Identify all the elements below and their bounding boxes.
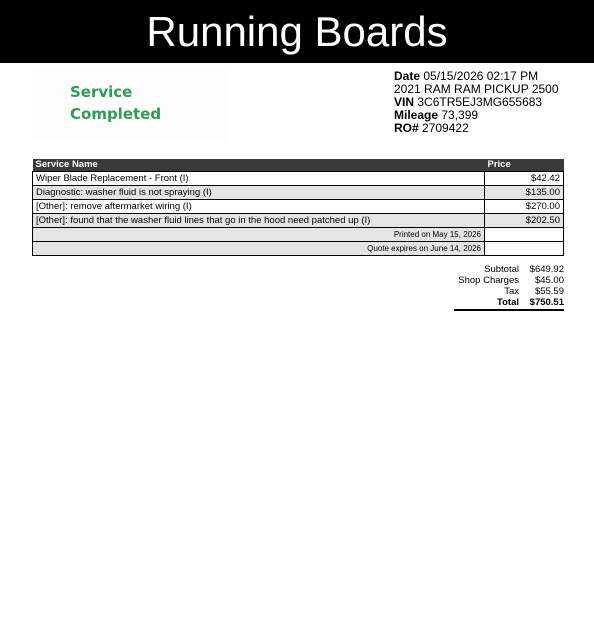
service-name: [Other]: found that the washer fluid lines that go in the hood need patched up (I) <box>33 214 485 228</box>
vin-value: 3C6TR5EJ3MG655683 <box>417 95 543 109</box>
date-label: Date <box>394 69 421 83</box>
date-value: 05/15/2026 02:17 PM <box>423 69 539 83</box>
shop-charges-row <box>440 275 564 286</box>
empty-cell <box>485 228 564 242</box>
subtotal-value: $649.92 <box>529 264 564 275</box>
mileage-value: 73,399 <box>441 108 479 122</box>
subtotal-label: Subtotal <box>484 264 519 275</box>
tax-row <box>440 286 564 297</box>
service-price: $202.50 <box>485 214 564 228</box>
total-value: $750.51 <box>529 297 564 308</box>
status-badge <box>32 68 228 142</box>
tax-label: Tax <box>504 286 519 297</box>
services-table <box>32 159 564 256</box>
service-name: Diagnostic: washer fluid is not spraying (I) <box>33 186 485 200</box>
service-price: $42.42 <box>485 172 564 186</box>
status-line-2: Completed <box>70 105 162 123</box>
service-name: Wiper Blade Replacement - Front (I) <box>33 172 485 186</box>
total-row <box>454 297 564 311</box>
ro-row <box>394 122 559 135</box>
table-row <box>33 200 564 214</box>
service-name: [Other]: remove aftermarket wiring (I) <box>33 200 485 214</box>
table-header <box>33 159 564 172</box>
shop-charges-value: $45.00 <box>534 275 564 286</box>
vehicle-info <box>394 70 559 135</box>
empty-cell <box>485 242 564 256</box>
status-line-1: Service <box>70 83 133 101</box>
ro-value: 2709422 <box>422 121 469 135</box>
subtotal-row <box>440 264 564 275</box>
table-row <box>33 172 564 186</box>
quote-expiry: Quote expires on June 14, 2026 <box>33 242 485 256</box>
mileage-label: Mileage <box>394 108 439 122</box>
totals-summary <box>440 264 564 311</box>
column-header-price: Price <box>485 159 564 172</box>
shop-charges-label: Shop Charges <box>458 275 519 286</box>
service-price: $135.00 <box>485 186 564 200</box>
vehicle-name: 2021 RAM RAM PICKUP 2500 <box>394 82 559 96</box>
expires-row <box>33 242 564 256</box>
service-price: $270.00 <box>485 200 564 214</box>
column-header-service: Service Name <box>33 159 485 172</box>
total-label: Total <box>497 297 519 308</box>
printed-row <box>33 228 564 242</box>
ro-label: RO# <box>394 121 419 135</box>
table-row <box>33 214 564 228</box>
tax-value: $55.59 <box>534 286 564 297</box>
printed-date: Printed on May 15, 2026 <box>33 228 485 242</box>
vin-label: VIN <box>394 95 415 109</box>
table-row <box>33 186 564 200</box>
page-title: Running Boards <box>0 0 594 63</box>
